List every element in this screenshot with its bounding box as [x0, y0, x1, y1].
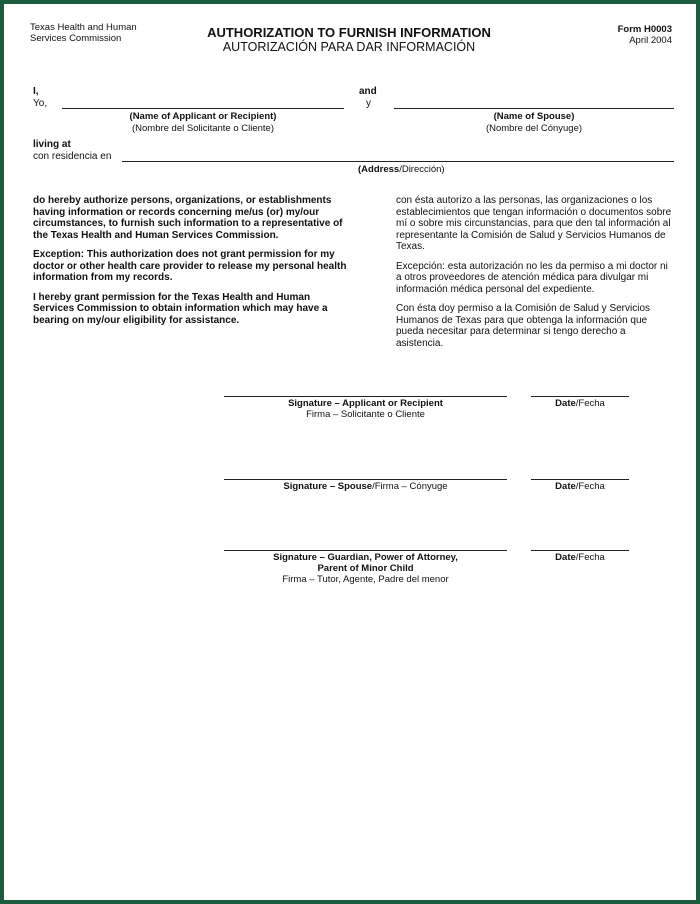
- spouse-name-label-en: (Name of Spouse): [493, 111, 575, 122]
- body-spanish: [396, 195, 674, 357]
- form-page: [4, 4, 696, 900]
- agency-line-1: Texas Health and Human: [30, 22, 137, 33]
- applicant-signature-label-en: Signature – Applicant or Recipient: [288, 398, 443, 409]
- spouse-date-line[interactable]: [531, 479, 629, 480]
- applicant-signature-label-es: Firma – Solicitante o Cliente: [306, 409, 425, 420]
- guardian-signature-label-en-1: Signature – Guardian, Power of Attorney,: [273, 552, 458, 563]
- spouse-signature-label-en: Signature – Spouse: [283, 481, 373, 492]
- agency-line-2: Services Commission: [30, 33, 122, 44]
- date-label-en: Date: [555, 481, 576, 492]
- address-label: [358, 164, 445, 175]
- guardian-signature-label: [224, 552, 507, 585]
- date-label-es: /Fecha: [575, 552, 605, 563]
- title-spanish: AUTORIZACIÓN PARA DAR INFORMACIÓN: [222, 40, 476, 54]
- spouse-name-line[interactable]: [394, 108, 674, 109]
- exception-paragraph-es: Excepción: esta autorización no les da permiso a mi doctor ni a otros proveedores de atención médica para divulgar mi información médica personal del expediente.: [396, 260, 668, 295]
- permission-paragraph-es: Con ésta doy permiso a la Comisión de Salud y Servicios Humanos de Texas para que obtenga la información que pueda necesitar para determinar si tengo derecho a asistencia.: [396, 303, 651, 349]
- living-at-label-es: con residencia en: [33, 151, 112, 162]
- date-label-es: /Fecha: [575, 398, 605, 409]
- guardian-date-label: [531, 552, 629, 563]
- applicant-signature-label: [224, 398, 507, 420]
- date-label-en: Date: [555, 398, 576, 409]
- address-label-es: /Dirección): [399, 164, 445, 175]
- guardian-signature-label-en-2: Parent of Minor Child: [317, 563, 414, 574]
- applicant-name-label-es: (Nombre del Solicitante o Cliente): [131, 123, 275, 134]
- form-number: Form H0003: [617, 24, 672, 35]
- form-date: April 2004: [629, 35, 672, 46]
- body-english: [33, 195, 351, 334]
- applicant-date-line[interactable]: [531, 396, 629, 397]
- living-at-label-en: living at: [33, 139, 71, 150]
- spouse-signature-label-es: /Firma – Cónyuge: [372, 481, 448, 492]
- date-label-es: /Fecha: [575, 481, 605, 492]
- permission-paragraph-en: I hereby grant permission for the Texas Health and Human Services Commission to obtain information which may have a bearing on my/our eligibility for assistance.: [33, 291, 328, 326]
- authorization-paragraph-es: con ésta autorizo a las personas, las organizaciones o los establecimientos que tengan información o documentos sobre mí o sobre mis circunstancias, para que den tal información al representante la Comisión de Salud y Servicios Humanos de Texas.: [396, 195, 672, 252]
- and-label-es: y: [366, 98, 371, 109]
- guardian-signature-line[interactable]: [224, 550, 507, 551]
- authorization-paragraph-en: do hereby authorize persons, organizations, or establishments having information or records concerning me/us (or) my/our circumstances, to furnish such information to a representative of the Texas Health and Human Services Commission.: [33, 195, 343, 241]
- spouse-name-label-es: (Nombre del Cónyuge): [485, 123, 583, 134]
- i-label-en: I,: [33, 86, 39, 97]
- applicant-name-line[interactable]: [62, 108, 344, 109]
- guardian-signature-label-es: Firma – Tutor, Agente, Padre del menor: [282, 574, 449, 585]
- spouse-signature-line[interactable]: [224, 479, 507, 480]
- date-label-en: Date: [555, 552, 576, 563]
- and-label-en: and: [359, 86, 377, 97]
- address-label-en: (Address: [358, 164, 400, 175]
- title-english: AUTHORIZATION TO FURNISH INFORMATION: [207, 25, 491, 40]
- form-id: [618, 24, 672, 46]
- form-title: [184, 26, 514, 54]
- applicant-date-label: [531, 398, 629, 409]
- agency-name: [30, 22, 137, 44]
- spouse-signature-label: [224, 481, 507, 492]
- guardian-date-line[interactable]: [531, 550, 629, 551]
- applicant-name-label-en: (Name of Applicant or Recipient): [129, 111, 277, 122]
- applicant-signature-line[interactable]: [224, 396, 507, 397]
- i-label-es: Yo,: [33, 98, 48, 109]
- exception-paragraph-en: Exception: This authorization does not grant permission for my doctor or other health care provider to release my personal health information from my records.: [33, 249, 347, 283]
- spouse-date-label: [531, 481, 629, 492]
- address-line[interactable]: [122, 161, 674, 162]
